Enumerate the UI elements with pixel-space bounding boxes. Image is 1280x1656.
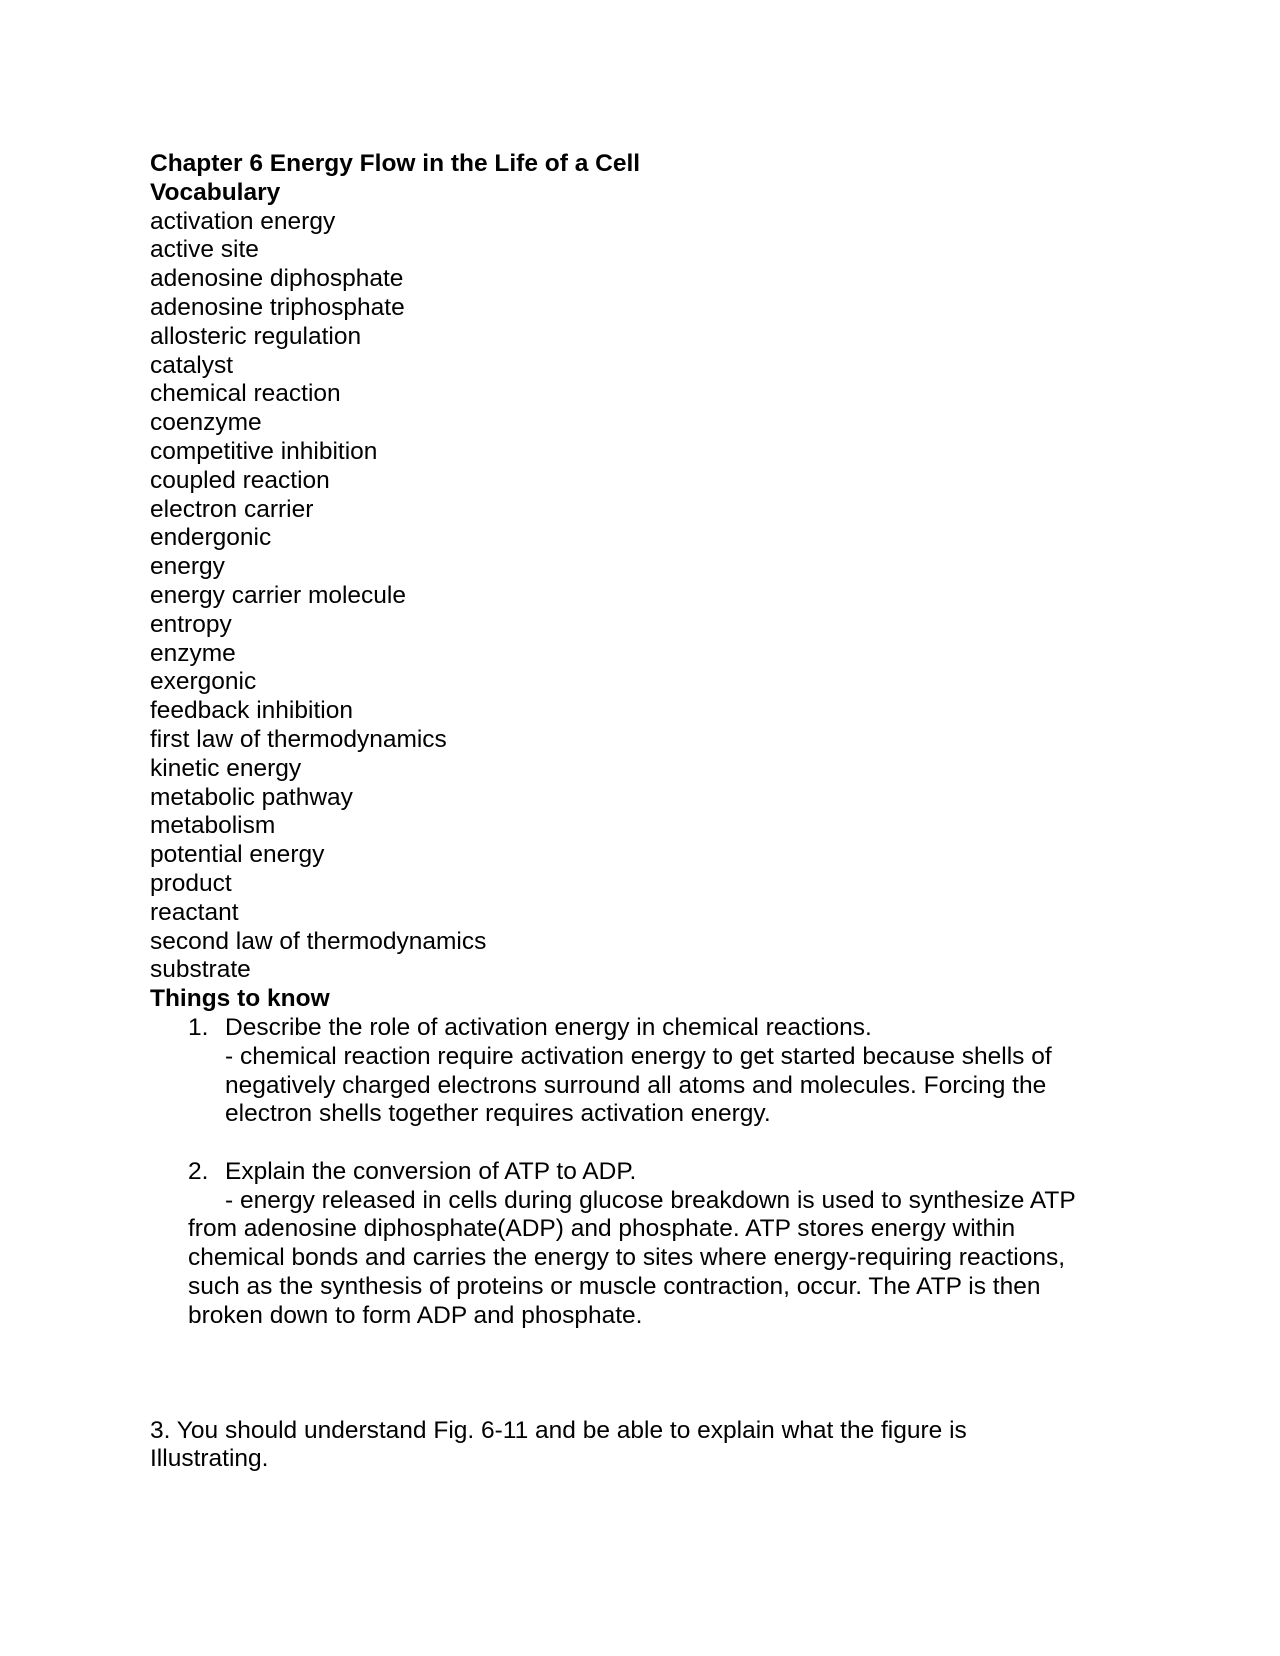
vocab-item: substrate [150, 956, 251, 984]
vocab-item: allosteric regulation [150, 322, 362, 350]
answer-line: from adenosine diphosphate(ADP) and phosphate. ATP stores energy within [188, 1215, 1016, 1243]
vocab-item: adenosine triphosphate [150, 293, 405, 321]
vocabulary-heading: Vocabulary [150, 178, 281, 206]
question-number: 1. [188, 1013, 209, 1041]
vocab-item: enzyme [150, 639, 236, 667]
vocab-item: electron carrier [150, 495, 314, 523]
answer-line: negatively charged electrons surround all atoms and molecules. Forcing the [225, 1071, 1047, 1099]
vocab-item: product [150, 869, 232, 897]
answer-line: - energy released in cells during glucose breakdown is used to synthesize ATP [225, 1186, 1076, 1214]
vocab-item: coenzyme [150, 409, 262, 437]
question-text: Explain the conversion of ATP to ADP. [225, 1157, 637, 1185]
vocab-item: metabolism [150, 812, 276, 840]
vocab-item: feedback inhibition [150, 697, 353, 725]
question-text: Describe the role of activation energy in chemical reactions. [225, 1013, 872, 1041]
vocab-item: first law of thermodynamics [150, 725, 447, 753]
vocab-item: energy [150, 553, 225, 581]
vocabulary-list [150, 208, 1130, 986]
vocab-item: energy carrier molecule [150, 581, 406, 609]
document-content [150, 150, 1130, 1474]
question-3-line: 3. You should understand Fig. 6-11 and be able to explain what the figure is [150, 1416, 967, 1444]
question-number: 2. [188, 1157, 209, 1185]
answer-line: chemical bonds and carries the energy to sites where energy-requiring reactions, [188, 1244, 1066, 1272]
question-3 [150, 1417, 1130, 1475]
question-body [225, 1014, 1130, 1129]
vocab-item: entropy [150, 610, 232, 638]
vocab-item: active site [150, 236, 259, 264]
vocab-item: adenosine diphosphate [150, 265, 404, 293]
answer-line: electron shells together requires activation energy. [225, 1100, 771, 1128]
vocab-item: exergonic [150, 668, 257, 696]
question-2 [150, 1158, 1130, 1331]
vocab-item: catalyst [150, 351, 234, 379]
chapter-title: Chapter 6 Energy Flow in the Life of a Cell [150, 150, 641, 177]
vocab-item: reactant [150, 898, 239, 926]
answer-line: such as the synthesis of proteins or muscle contraction, occur. The ATP is then [188, 1273, 1041, 1301]
vocab-item: second law of thermodynamics [150, 927, 487, 955]
question-3-line: Illustrating. [150, 1445, 269, 1473]
vocab-item: metabolic pathway [150, 783, 353, 811]
question-answer [188, 1187, 1130, 1331]
answer-line: broken down to form ADP and phosphate. [188, 1301, 643, 1329]
vocab-item: chemical reaction [150, 380, 341, 408]
vocab-item: coupled reaction [150, 466, 330, 494]
vocab-item: potential energy [150, 841, 325, 869]
vocab-item: activation energy [150, 207, 336, 235]
vocab-item: competitive inhibition [150, 437, 378, 465]
things-to-know-heading: Things to know [150, 985, 330, 1013]
answer-line: - chemical reaction require activation energy to get started because shells of [225, 1042, 1052, 1070]
question-1 [150, 1014, 1130, 1129]
vocab-item: kinetic energy [150, 754, 302, 782]
vocab-item: endergonic [150, 524, 272, 552]
